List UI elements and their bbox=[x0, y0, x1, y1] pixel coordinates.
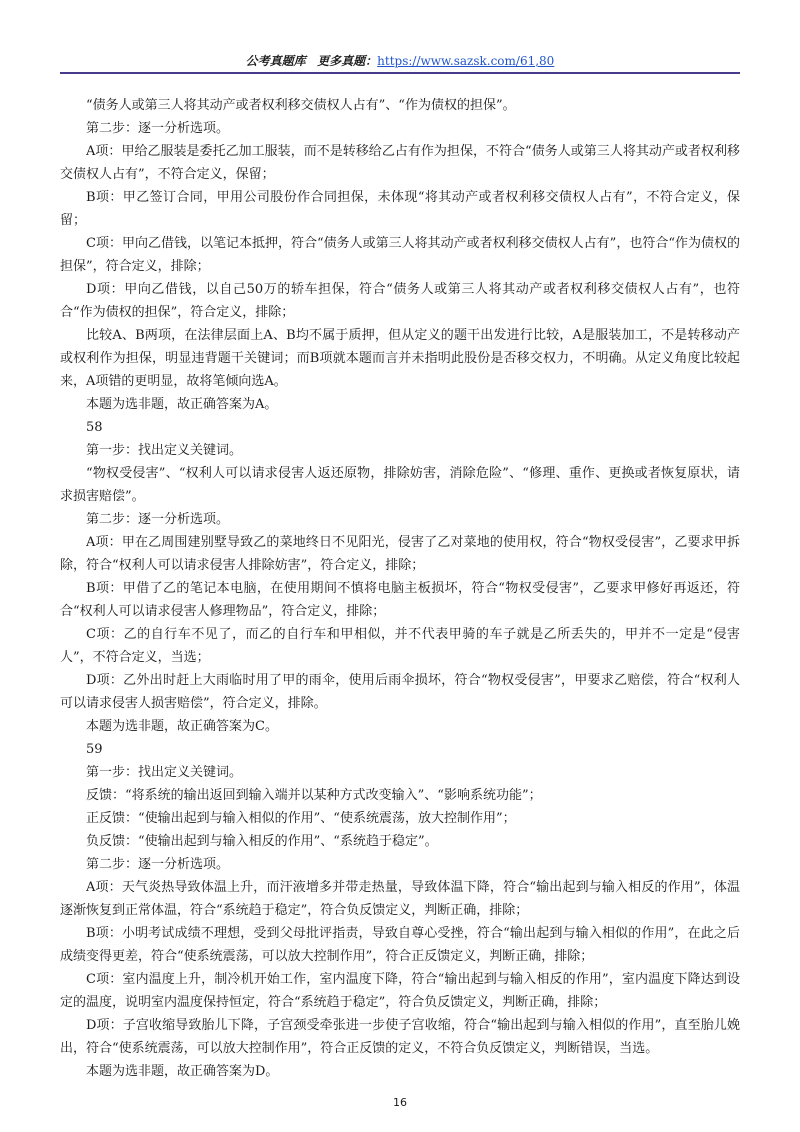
paragraph: 比较A、B两项，在法律层面上A、B均不属于质押，但从定义的题干出发进行比较，A是服装加工，不是转移动产或权利作为担保，明显违背题干关键词；而B项就本题而言并未指明此股份是否移交权力，不明确。从定义角度比较起来，A项错的更明显，故将笔倾向选A。 bbox=[60, 328, 740, 389]
page-header bbox=[0, 0, 800, 72]
answer-line: 本题为选非题，故正确答案为A。 bbox=[86, 397, 278, 412]
answer-line: 本题为选非题，故正确答案为C。 bbox=[86, 719, 278, 734]
option-paragraph: A项：天气炎热导致体温上升，而汗液增多并带走热量，导致体温下降，符合“输出起到与输入相反的作用”，体温逐渐恢复到正常体温，符合“系统趋于稳定”，符合负反馈定义，判断正确，排除； bbox=[60, 880, 740, 918]
definition-line: 负反馈：“使输出起到与输入相反的作用”、“系统趋于稳定”。 bbox=[86, 834, 438, 849]
option-paragraph: B项：甲借了乙的笔记本电脑，在使用期间不慎将电脑主板损坏，符合“物权受侵害”，乙要求甲修好再返还，符合“权利人可以请求侵害人修理物品”，符合定义，排除； bbox=[60, 581, 740, 619]
paragraph: “物权受侵害”、“权利人可以请求侵害人返还原物，排除妨害，消除危险”、“修理、重作、更换或者恢复原状，请求损害赔偿”。 bbox=[60, 466, 740, 504]
option-paragraph: D项：甲向乙借钱，以自己50万的轿车担保，符合“债务人或第三人将其动产或者权利移交债权人占有”，也符合“作为债权的担保”，符合定义，排除； bbox=[60, 282, 740, 320]
option-paragraph: A项：甲在乙周围建别墅导致乙的菜地终日不见阳光，侵害了乙对菜地的使用权，符合“物权受侵害”，乙要求甲拆除，符合“权利人可以请求侵害人排除妨害”，符合定义，排除； bbox=[60, 535, 740, 573]
document-body bbox=[60, 94, 740, 1083]
option-paragraph: C项：乙的自行车不见了，而乙的自行车和甲相似，并不代表甲骑的车子就是乙所丢失的，甲并不一定是“侵害人”，不符合定义，当选； bbox=[60, 627, 740, 665]
definition-line: 反馈：“将系统的输出返回到输入端并以某种方式改变输入”、“影响系统功能”； bbox=[86, 788, 542, 803]
paragraph: “债务人或第三人将其动产或者权利移交债权人占有”、“作为债权的担保”。 bbox=[86, 98, 516, 113]
option-paragraph: B项：小明考试成绩不理想，受到父母批评指责，导致自尊心受挫，符合“输出起到与输入相似的作用”，在此之后成绩变得更差，符合“使系统震荡，可以放大控制作用”，符合正反馈定义，判断正确，排除； bbox=[60, 926, 740, 964]
step-heading: 第二步：逐一分析选项。 bbox=[86, 121, 230, 136]
header-link[interactable]: https://www.sazsk.com/61,80 bbox=[377, 54, 555, 68]
header-label: 公考真题库 bbox=[245, 54, 306, 68]
option-paragraph: C项：室内温度上升，制冷机开始工作，室内温度下降，符合“输出起到与输入相反的作用”，室内温度下降达到设定的温度，说明室内温度保持恒定，符合“系统趋于稳定”，符合负反馈定义，判断正确，排除； bbox=[60, 972, 740, 1010]
question-number: 58 bbox=[86, 420, 103, 435]
option-paragraph: D项：子宫收缩导致胎儿下降，子宫颈受牵张进一步使子宫收缩，符合“输出起到与输入相似的作用”，直至胎儿娩出，符合“使系统震荡，可以放大控制作用”，符合正反馈的定义，不符合负反馈定义，判断错误，当选。 bbox=[60, 1018, 740, 1056]
header-banner bbox=[0, 54, 800, 68]
option-paragraph: C项：甲向乙借钱，以笔记本抵押，符合“债务人或第三人将其动产或者权利移交债权人占有”，也符合“作为债权的担保”，符合定义，排除； bbox=[60, 236, 740, 274]
step-heading: 第二步：逐一分析选项。 bbox=[86, 857, 230, 872]
option-paragraph: A项：甲给乙服装是委托乙加工服装，而不是转移给乙占有作为担保，不符合“债务人或第三人将其动产或者权利移交债权人占有”，不符合定义，保留； bbox=[60, 144, 740, 182]
page-number: 16 bbox=[393, 1096, 407, 1109]
option-paragraph: D项：乙外出时赶上大雨临时用了甲的雨伞，使用后雨伞损坏，符合“物权受侵害”，甲要求乙赔偿，符合“权利人可以请求侵害人损害赔偿”，符合定义，排除。 bbox=[60, 673, 740, 711]
definition-line: 正反馈：“使输出起到与输入相似的作用”、“使系统震荡，放大控制作用”； bbox=[86, 811, 516, 826]
header-divider bbox=[60, 72, 740, 74]
option-paragraph: B项：甲乙签订合同，甲用公司股份作合同担保，未体现“将其动产或者权利移交债权人占有”，不符合定义，保留； bbox=[60, 190, 740, 228]
question-number: 59 bbox=[86, 742, 103, 757]
header-more-label: 更多真题： bbox=[317, 54, 378, 68]
step-heading: 第一步：找出定义关键词。 bbox=[86, 443, 243, 458]
answer-line: 本题为选非题，故正确答案为D。 bbox=[86, 1064, 279, 1079]
step-heading: 第二步：逐一分析选项。 bbox=[86, 512, 230, 527]
step-heading: 第一步：找出定义关键词。 bbox=[86, 765, 243, 780]
